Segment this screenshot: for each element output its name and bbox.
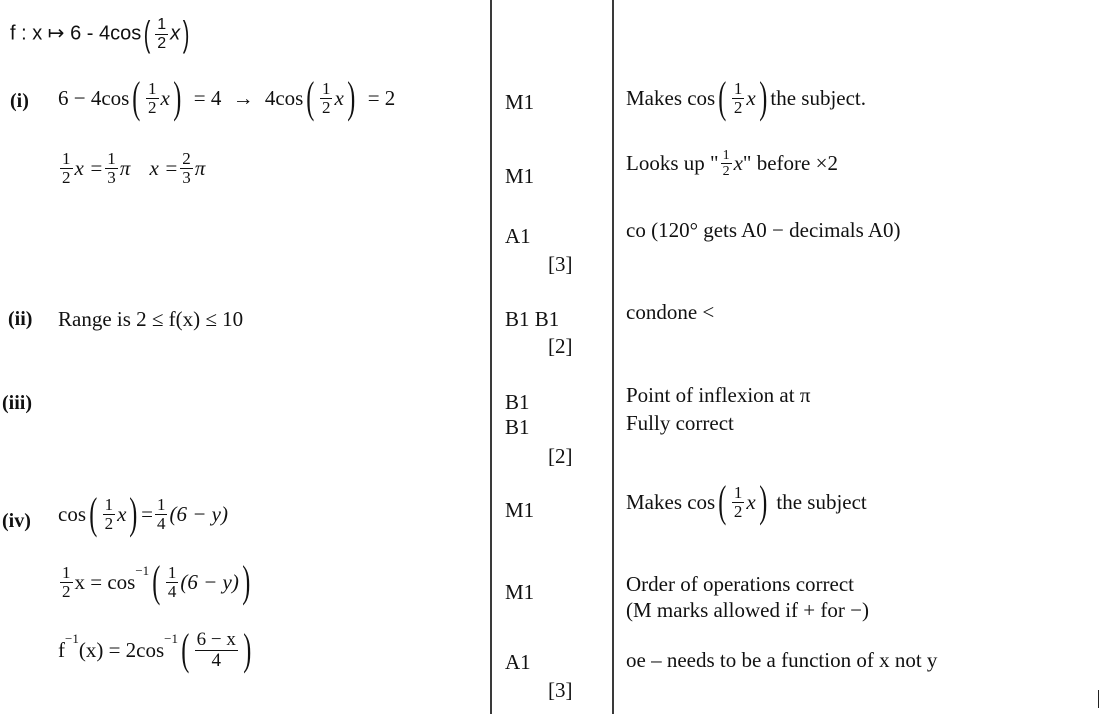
column-divider-left: [490, 0, 492, 714]
half-fraction: $\frac{1}{2}$: [62, 562, 71, 601]
part-i-mark-3: A1: [505, 224, 531, 248]
pi-symbol: π: [194, 156, 206, 180]
open-paren: (: [306, 73, 315, 122]
eq1-equals-two: = 2: [367, 85, 396, 110]
close-paren: ): [759, 73, 768, 122]
part-i-equation-1: [58, 73, 396, 122]
implies-arrow: →: [232, 85, 254, 110]
close-paren: ): [347, 73, 356, 122]
part-iv-guidance-3: oe – needs to be a function of x not y: [626, 648, 938, 672]
six-minus-x-over-four: $\frac{6 - x}{4}$: [196, 628, 236, 671]
guidance-text: the subject.: [770, 85, 867, 110]
part-ii-guidance: condone <: [626, 300, 715, 324]
guidance-text: Looks up ": [626, 151, 719, 175]
part-ii-label: (ii): [8, 308, 33, 330]
half-fraction: $\frac{1}{2}$: [733, 78, 743, 117]
part-i-mark-1: M1: [505, 90, 535, 114]
edge-mark: [1098, 690, 1099, 708]
part-ii-total: [2]: [548, 334, 573, 358]
part-iv-total: [3]: [548, 678, 573, 702]
half-fraction: $\frac{1}{2}$: [62, 149, 71, 187]
x-equals-cos: x = cos: [74, 569, 136, 594]
open-paren: (: [181, 625, 190, 674]
function-body: 6 - 4cos: [64, 22, 142, 45]
part-iv-mark-2: M1: [505, 580, 535, 604]
x-equals: x =: [149, 156, 179, 180]
eq1-left-text: 6 − 4cos: [58, 85, 130, 110]
eq1-right-text: 4cos: [264, 85, 304, 110]
function-definition: [10, 12, 192, 56]
f-symbol: f: [10, 22, 16, 45]
colon-x: : x: [15, 22, 48, 45]
close-paren: ): [182, 13, 190, 54]
half-fraction: $\frac{1}{2}$: [104, 494, 114, 533]
part-i-guidance-3: co (120° gets A0 − decimals A0): [626, 218, 901, 242]
open-paren: (: [718, 73, 727, 122]
column-divider-right: [612, 0, 614, 714]
open-paren: (: [132, 73, 141, 122]
close-paren: ): [129, 489, 138, 538]
six-minus-y: (6 − y): [180, 569, 239, 594]
x-equals: x =: [74, 156, 104, 180]
part-iv-equation-3: [58, 625, 255, 674]
cos-text: cos: [58, 501, 86, 526]
pi-symbol: π: [119, 156, 131, 180]
guidance-text: Makes cos: [626, 85, 716, 110]
part-iv-equation-2: [58, 557, 253, 606]
half-fraction: $\frac{1}{2}$: [148, 78, 157, 117]
half-fraction: $\frac{1}{2}$: [722, 148, 730, 179]
inverse-function-text: (x) = 2cos: [78, 637, 165, 662]
guidance-text: Makes cos: [626, 489, 716, 514]
open-paren: (: [89, 489, 98, 538]
part-i-guidance-1: [626, 73, 867, 122]
part-i-mark-2: M1: [505, 164, 535, 188]
x-variable: x: [170, 22, 181, 45]
equals-sign: =: [141, 501, 153, 526]
part-iv-mark-3: A1: [505, 650, 531, 674]
part-iii-mark-1: B1: [505, 390, 530, 414]
part-i-total: [3]: [548, 252, 573, 276]
part-iv-mark-1: M1: [505, 498, 535, 522]
x-variable: x: [334, 85, 344, 110]
part-ii-marks: B1 B1: [505, 307, 560, 331]
part-ii-answer: Range is 2 ≤ f(x) ≤ 10: [58, 307, 244, 331]
part-iii-label: (iii): [2, 392, 32, 414]
half-fraction: $\frac{1}{2}$: [321, 78, 331, 117]
six-minus-y: (6 − y): [169, 501, 228, 526]
close-paren: ): [243, 625, 252, 674]
x-variable: x: [117, 501, 127, 526]
close-paren: ): [242, 557, 251, 606]
part-i-equation-2: [58, 150, 205, 187]
part-iii-guidance-1: Point of inflexion at π: [626, 383, 811, 407]
close-paren: ): [759, 477, 768, 526]
part-i-label: (i): [10, 90, 29, 112]
part-iv-equation-1: [58, 489, 228, 538]
part-iv-guidance-1: [626, 477, 867, 526]
guidance-text: " before ×2: [742, 151, 838, 175]
part-iii-mark-2: B1: [505, 415, 530, 439]
half-fraction: $\frac{1}{2}$: [157, 15, 167, 52]
x-variable: x: [160, 85, 170, 110]
guidance-text: the subject: [776, 489, 867, 514]
close-paren: ): [173, 73, 182, 122]
x-variable: x: [746, 489, 756, 514]
x-variable: x: [733, 151, 743, 175]
open-paren: (: [143, 13, 151, 54]
quarter-fraction: $\frac{1}{4}$: [156, 494, 166, 533]
open-paren: (: [152, 557, 161, 606]
inverse-superscript: −1: [65, 630, 79, 646]
eq1-equals-four: = 4: [193, 85, 222, 110]
third-fraction: $\frac{1}{3}$: [107, 149, 116, 187]
half-fraction: $\frac{1}{2}$: [733, 482, 743, 521]
maps-to-arrow: ↦: [47, 22, 65, 45]
part-iv-label: (iv): [2, 510, 31, 532]
inverse-superscript: −1: [164, 630, 179, 646]
f-symbol: f: [58, 637, 65, 662]
part-iv-guidance-2b: (M marks allowed if + for −): [626, 598, 869, 622]
quarter-fraction: $\frac{1}{4}$: [167, 562, 177, 601]
two-thirds-fraction: $\frac{2}{3}$: [182, 149, 191, 187]
part-iii-total: [2]: [548, 444, 573, 468]
inverse-superscript: −1: [135, 562, 150, 578]
part-iii-guidance-2: Fully correct: [626, 411, 734, 435]
open-paren: (: [718, 477, 727, 526]
part-iv-guidance-2a: Order of operations correct: [626, 572, 854, 596]
part-i-guidance-2: [626, 148, 838, 179]
x-variable: x: [746, 85, 756, 110]
